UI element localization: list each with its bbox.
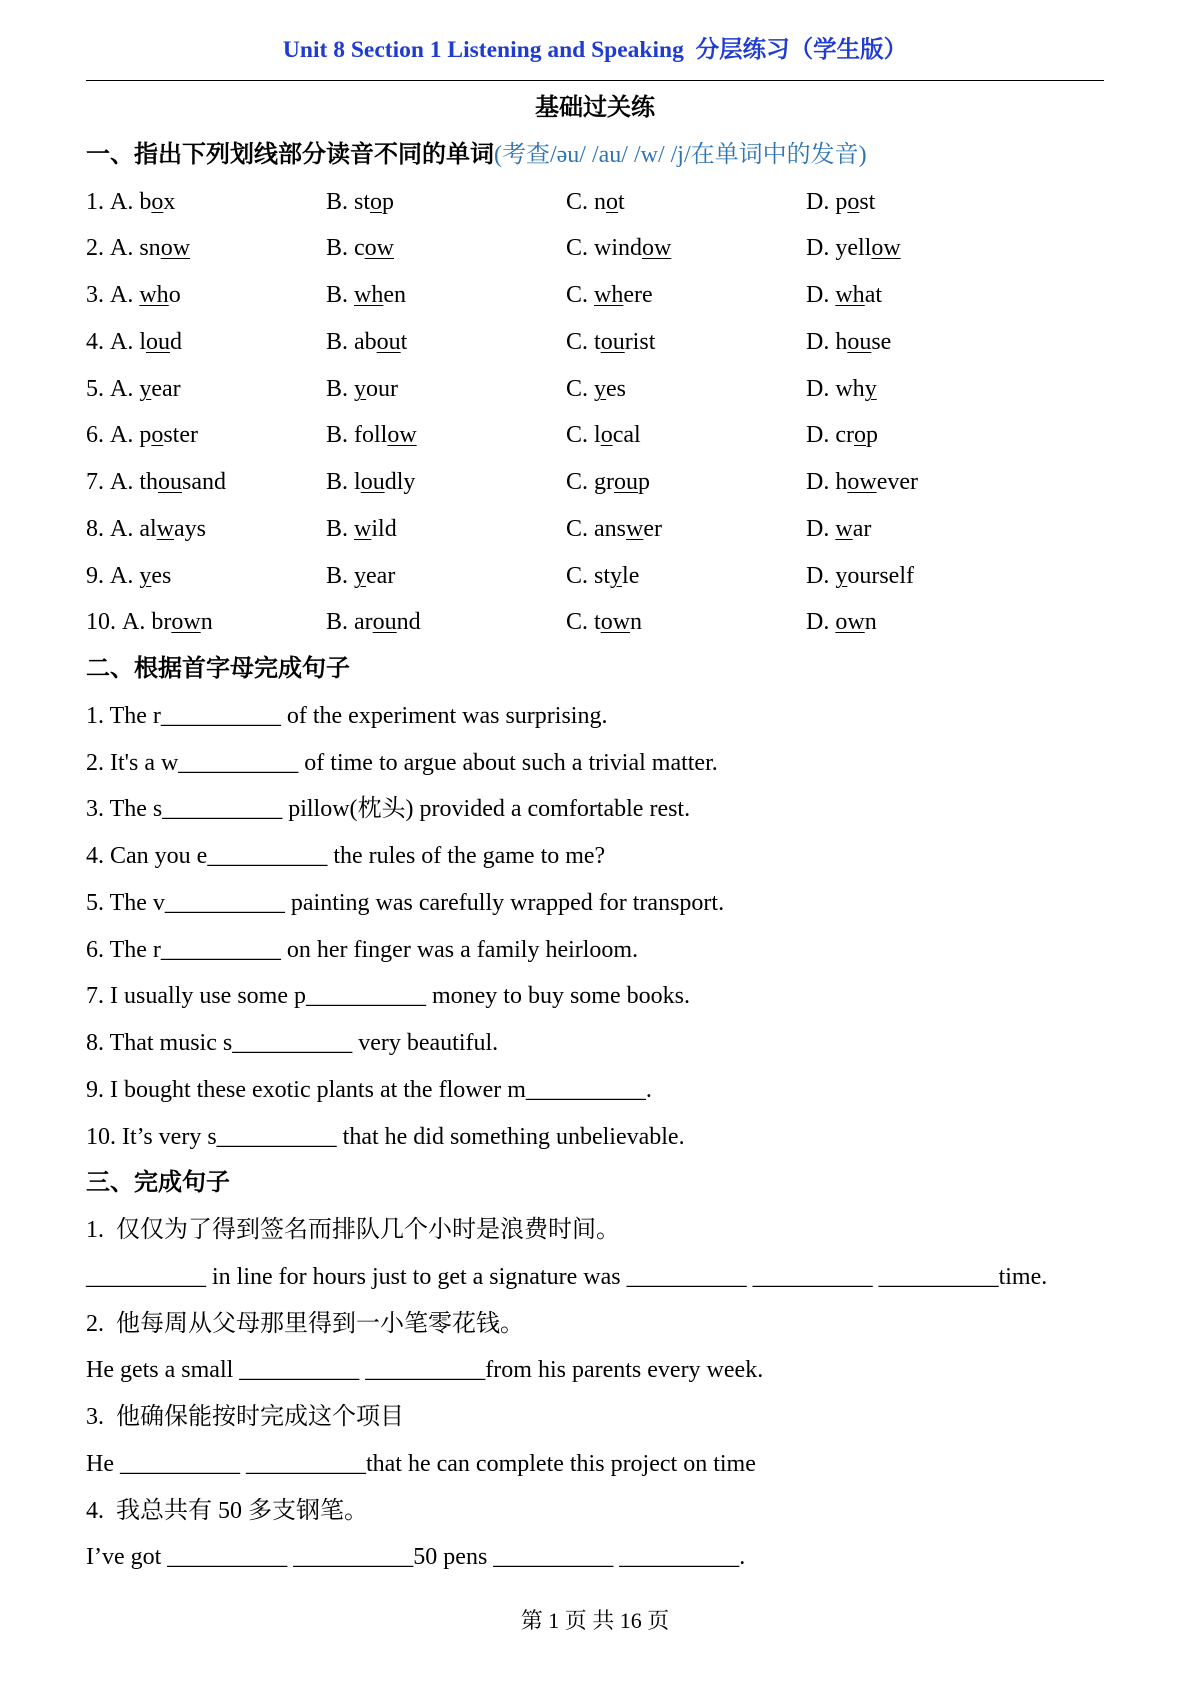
option-d bbox=[806, 506, 1046, 553]
underlined-letters: ou bbox=[600, 328, 625, 355]
option-label: D. bbox=[806, 515, 830, 542]
option-label: A. bbox=[110, 375, 134, 402]
word-start: ab bbox=[354, 328, 377, 355]
underlined-letters: w bbox=[354, 515, 372, 542]
phonics-question-row bbox=[86, 225, 1104, 272]
word-end: our bbox=[366, 375, 399, 402]
option-label: C. bbox=[566, 422, 589, 449]
option-label: A. bbox=[110, 515, 134, 542]
word-end: x bbox=[163, 188, 176, 215]
word-end: dly bbox=[384, 469, 416, 495]
section-heading: 三、完成句子 bbox=[86, 1170, 230, 1197]
underlined-letters: ou bbox=[372, 609, 397, 636]
option-label: C. bbox=[566, 375, 589, 402]
option-a bbox=[86, 459, 326, 506]
english-sentence: He __________ __________that he can complete this project on time bbox=[86, 1450, 756, 1477]
option-label: C. bbox=[566, 328, 589, 355]
phonics-question-row bbox=[86, 553, 1104, 600]
option-label: B. bbox=[326, 562, 349, 589]
document-title: Unit 8 Section 1 Listening and Speaking 分层练习（学生版） bbox=[282, 37, 908, 63]
word-start: l bbox=[354, 469, 361, 495]
word-end: ays bbox=[174, 515, 207, 542]
option-label: D. bbox=[806, 188, 830, 215]
option-label: A. bbox=[110, 469, 134, 495]
word-end: n bbox=[200, 609, 213, 636]
word-start: yell bbox=[835, 235, 872, 262]
option-a bbox=[86, 506, 326, 553]
option-d bbox=[806, 459, 1046, 506]
option-b bbox=[326, 506, 566, 553]
option-b bbox=[326, 366, 566, 413]
option-a bbox=[86, 412, 326, 459]
underlined-letters: ow bbox=[364, 235, 395, 262]
option-b bbox=[326, 553, 566, 600]
underlined-letters: ou bbox=[158, 469, 183, 495]
underlined-letters: o bbox=[151, 188, 164, 215]
question-number: 4. bbox=[86, 328, 104, 355]
option-label: D. bbox=[806, 375, 830, 402]
chinese-prompt: 1. 仅仅为了得到签名而排队几个小时是浪费时间。 bbox=[86, 1217, 620, 1243]
word-end: p bbox=[382, 188, 395, 215]
word-end: ourself bbox=[847, 562, 914, 589]
underlined-letters: ou bbox=[360, 469, 385, 495]
worksheet-content bbox=[86, 85, 1104, 1581]
underlined-letters: y bbox=[354, 562, 367, 589]
word-end: n bbox=[864, 609, 877, 636]
option-label: C. bbox=[566, 609, 589, 636]
underlined-letters: y bbox=[594, 375, 607, 402]
underlined-letters: o bbox=[600, 422, 613, 449]
underlined-letters: ou bbox=[376, 328, 401, 355]
option-label: A. bbox=[110, 328, 134, 355]
word-end: ear bbox=[366, 562, 396, 589]
option-label: A. bbox=[110, 188, 134, 215]
underlined-letters: ou bbox=[847, 328, 872, 355]
question-number: 1. bbox=[86, 188, 104, 215]
word-end: n bbox=[630, 609, 643, 636]
underlined-letters: ow bbox=[871, 235, 901, 262]
fill-in-sentence: 6. The r__________ on her finger was a family heirloom. bbox=[86, 936, 639, 963]
underlined-letters: w bbox=[626, 515, 644, 542]
word-end: at bbox=[864, 282, 883, 308]
underlined-letters: o bbox=[370, 188, 383, 215]
word-start: l bbox=[594, 422, 601, 449]
option-label: B. bbox=[326, 469, 349, 495]
option-label: D. bbox=[806, 562, 830, 589]
word-end: d bbox=[170, 328, 183, 355]
phonics-question-row bbox=[86, 459, 1104, 506]
underlined-letters: ow bbox=[835, 609, 865, 636]
option-label: B. bbox=[326, 375, 349, 402]
fill-in-sentence: 8. That music s__________ very beautiful. bbox=[86, 1030, 499, 1056]
option-label: B. bbox=[326, 515, 349, 542]
option-label: B. bbox=[326, 188, 349, 215]
option-c bbox=[566, 272, 806, 319]
underlined-letters: wh bbox=[139, 282, 169, 308]
option-a bbox=[86, 366, 326, 413]
word-start: cr bbox=[835, 422, 854, 449]
underlined-letters: y bbox=[139, 375, 152, 402]
option-label: A. bbox=[110, 235, 134, 262]
option-c bbox=[566, 225, 806, 272]
word-start: t bbox=[594, 328, 601, 355]
section-note: (考查/əu/ /au/ /w/ /j/在单词中的发音) bbox=[494, 141, 867, 168]
option-c bbox=[566, 599, 806, 646]
underlined-letters: wh bbox=[594, 282, 624, 308]
word-start: b bbox=[139, 188, 152, 215]
word-end: es bbox=[606, 375, 627, 402]
underlined-letters: ow bbox=[847, 469, 877, 495]
option-c bbox=[566, 459, 806, 506]
option-d bbox=[806, 272, 1046, 319]
fill-in-sentence: 10. It’s very s__________ that he did something unbelievable. bbox=[86, 1123, 685, 1150]
question-number: 7. bbox=[86, 469, 104, 495]
question-number: 5. bbox=[86, 375, 104, 402]
underlined-letters: o bbox=[606, 188, 619, 215]
option-label: B. bbox=[326, 609, 349, 636]
fill-in-sentence: 3. The s__________ pillow(枕头) provided a comfortable rest. bbox=[86, 796, 691, 823]
word-end: ear bbox=[151, 375, 181, 402]
chinese-prompt: 2. 他每周从父母那里得到一小笔零花钱。 bbox=[86, 1310, 524, 1337]
underlined-letters: y bbox=[835, 562, 848, 589]
underlined-letters: y bbox=[864, 375, 877, 402]
question-number: 8. bbox=[86, 515, 104, 542]
option-b bbox=[326, 179, 566, 226]
option-label: B. bbox=[326, 235, 349, 262]
option-d bbox=[806, 553, 1046, 600]
word-start: l bbox=[139, 328, 147, 355]
word-start: ar bbox=[354, 609, 373, 636]
option-label: A. bbox=[122, 609, 146, 636]
word-end: cal bbox=[612, 422, 641, 449]
fill-in-sentence: 5. The v__________ painting was carefully wrapped for transport. bbox=[86, 889, 725, 916]
option-d bbox=[806, 366, 1046, 413]
phonics-question-row bbox=[86, 599, 1104, 646]
option-d bbox=[806, 412, 1046, 459]
word-end: p bbox=[866, 422, 878, 449]
option-label: B. bbox=[326, 422, 349, 449]
fill-in-sentence: 1. The r__________ of the experiment was surprising. bbox=[86, 702, 608, 729]
option-label: D. bbox=[806, 328, 830, 355]
option-label: D. bbox=[806, 469, 830, 495]
option-label: C. bbox=[566, 562, 589, 589]
option-b bbox=[326, 319, 566, 366]
word-start: gr bbox=[594, 469, 615, 495]
underlined-letters: y bbox=[354, 375, 367, 402]
word-start: wh bbox=[835, 375, 865, 402]
page-number: 第 1 页 共 16 页 bbox=[520, 1608, 670, 1633]
question-number: 10. bbox=[86, 609, 116, 636]
underlined-letters: ow bbox=[600, 609, 631, 636]
underlined-letters: w bbox=[835, 515, 853, 542]
header-rule bbox=[86, 80, 1104, 81]
option-label: D. bbox=[806, 235, 830, 262]
underlined-letters: ow bbox=[171, 609, 201, 636]
question-number: 9. bbox=[86, 562, 104, 589]
word-start: n bbox=[594, 188, 607, 215]
underlined-letters: wh bbox=[835, 282, 865, 308]
option-label: C. bbox=[566, 188, 589, 215]
underlined-letters: y bbox=[139, 562, 152, 589]
question-number: 2. bbox=[86, 235, 104, 262]
section-heading: 二、根据首字母完成句子 bbox=[86, 656, 350, 682]
word-start: p bbox=[835, 188, 848, 215]
option-d bbox=[806, 179, 1046, 226]
word-end: o bbox=[168, 282, 181, 308]
option-label: C. bbox=[566, 515, 589, 542]
option-d bbox=[806, 319, 1046, 366]
option-c bbox=[566, 179, 806, 226]
option-b bbox=[326, 459, 566, 506]
option-a bbox=[86, 225, 326, 272]
word-start: h bbox=[835, 328, 848, 355]
option-b bbox=[326, 272, 566, 319]
fill-in-sentence: 9. I bought these exotic plants at the flower m__________. bbox=[86, 1076, 652, 1103]
fill-in-sentence: 2. It's a w__________ of time to argue about such a trivial matter. bbox=[86, 749, 718, 776]
option-a bbox=[86, 272, 326, 319]
option-c bbox=[566, 506, 806, 553]
phonics-question-row bbox=[86, 412, 1104, 459]
practice-level-heading: 基础过关练 bbox=[535, 95, 655, 121]
word-end: rist bbox=[624, 328, 656, 355]
word-start: al bbox=[139, 515, 157, 542]
phonics-question-row bbox=[86, 366, 1104, 413]
option-a bbox=[86, 553, 326, 600]
word-end: er bbox=[643, 515, 663, 542]
underlined-letters: wh bbox=[354, 282, 384, 308]
chinese-prompt: 3. 他确保能按时完成这个项目 bbox=[86, 1404, 404, 1430]
phonics-question-row bbox=[86, 506, 1104, 553]
word-end: ever bbox=[876, 469, 918, 495]
option-label: D. bbox=[806, 282, 830, 308]
word-end: t bbox=[400, 328, 408, 355]
word-start: p bbox=[139, 422, 152, 449]
phonics-question-row bbox=[86, 179, 1104, 226]
option-d bbox=[806, 599, 1046, 646]
word-start: h bbox=[835, 469, 848, 495]
word-start: wind bbox=[594, 235, 643, 262]
word-end: le bbox=[622, 562, 640, 589]
word-end: ere bbox=[623, 282, 653, 308]
english-sentence: I’ve got __________ __________50 pens __________ __________. bbox=[86, 1544, 746, 1571]
word-start: c bbox=[354, 235, 365, 262]
underlined-letters: o bbox=[151, 422, 164, 449]
phonics-question-row bbox=[86, 319, 1104, 366]
option-a bbox=[86, 179, 326, 226]
underlined-letters: ow bbox=[160, 235, 191, 262]
chinese-prompt: 4. 我总共有 50 多支钢笔。 bbox=[86, 1497, 368, 1524]
option-label: C. bbox=[566, 282, 589, 308]
underlined-letters: ou bbox=[146, 328, 171, 355]
option-a bbox=[86, 319, 326, 366]
option-label: C. bbox=[566, 235, 589, 262]
word-end: nd bbox=[396, 609, 421, 636]
word-end: st bbox=[859, 188, 876, 215]
option-label: D. bbox=[806, 422, 830, 449]
fill-in-sentence: 4. Can you e__________ the rules of the game to me? bbox=[86, 843, 606, 869]
option-b bbox=[326, 225, 566, 272]
word-end: se bbox=[871, 328, 892, 355]
option-d bbox=[806, 225, 1046, 272]
word-end: es bbox=[151, 562, 172, 589]
fill-in-sentence: 7. I usually use some p__________ money to buy some books. bbox=[86, 983, 690, 1010]
word-end: sand bbox=[182, 469, 227, 495]
option-label: B. bbox=[326, 328, 349, 355]
option-c bbox=[566, 553, 806, 600]
option-c bbox=[566, 319, 806, 366]
option-c bbox=[566, 366, 806, 413]
underlined-letters: ow bbox=[387, 422, 417, 449]
underlined-letters: o bbox=[847, 188, 860, 215]
option-b bbox=[326, 599, 566, 646]
option-a bbox=[86, 599, 326, 646]
underlined-letters: ow bbox=[642, 235, 672, 262]
word-end: ild bbox=[371, 515, 397, 542]
word-end: t bbox=[618, 188, 625, 215]
underlined-letters: o bbox=[854, 422, 866, 449]
word-end: ar bbox=[852, 515, 872, 542]
option-label: A. bbox=[110, 282, 134, 308]
question-number: 3. bbox=[86, 282, 104, 308]
option-c bbox=[566, 412, 806, 459]
word-start: th bbox=[139, 469, 159, 495]
word-end: ster bbox=[163, 422, 198, 449]
word-end: en bbox=[383, 282, 407, 308]
option-label: A. bbox=[110, 422, 134, 449]
section-title: 一、指出下列划线部分读音不同的单词 bbox=[86, 141, 494, 168]
word-start: ans bbox=[594, 515, 627, 542]
phonics-question-row bbox=[86, 272, 1104, 319]
underlined-letters: y bbox=[610, 562, 623, 589]
word-start: br bbox=[151, 609, 172, 636]
word-start: t bbox=[594, 609, 601, 636]
word-end: p bbox=[638, 469, 651, 495]
underlined-letters: w bbox=[156, 515, 175, 542]
word-start: st bbox=[594, 562, 611, 589]
word-start: sn bbox=[139, 235, 161, 262]
english-sentence: __________ in line for hours just to get a signature was __________ __________ __________time. bbox=[86, 1263, 1048, 1290]
question-number: 6. bbox=[86, 422, 104, 449]
option-label: D. bbox=[806, 609, 830, 636]
option-b bbox=[326, 412, 566, 459]
option-label: C. bbox=[566, 469, 589, 495]
word-start: foll bbox=[354, 422, 388, 449]
english-sentence: He gets a small __________ __________from his parents every week. bbox=[86, 1357, 764, 1384]
word-start: st bbox=[354, 188, 371, 215]
option-label: A. bbox=[110, 562, 134, 589]
underlined-letters: ou bbox=[614, 469, 639, 495]
section-heading bbox=[86, 132, 1104, 179]
option-label: B. bbox=[326, 282, 349, 308]
